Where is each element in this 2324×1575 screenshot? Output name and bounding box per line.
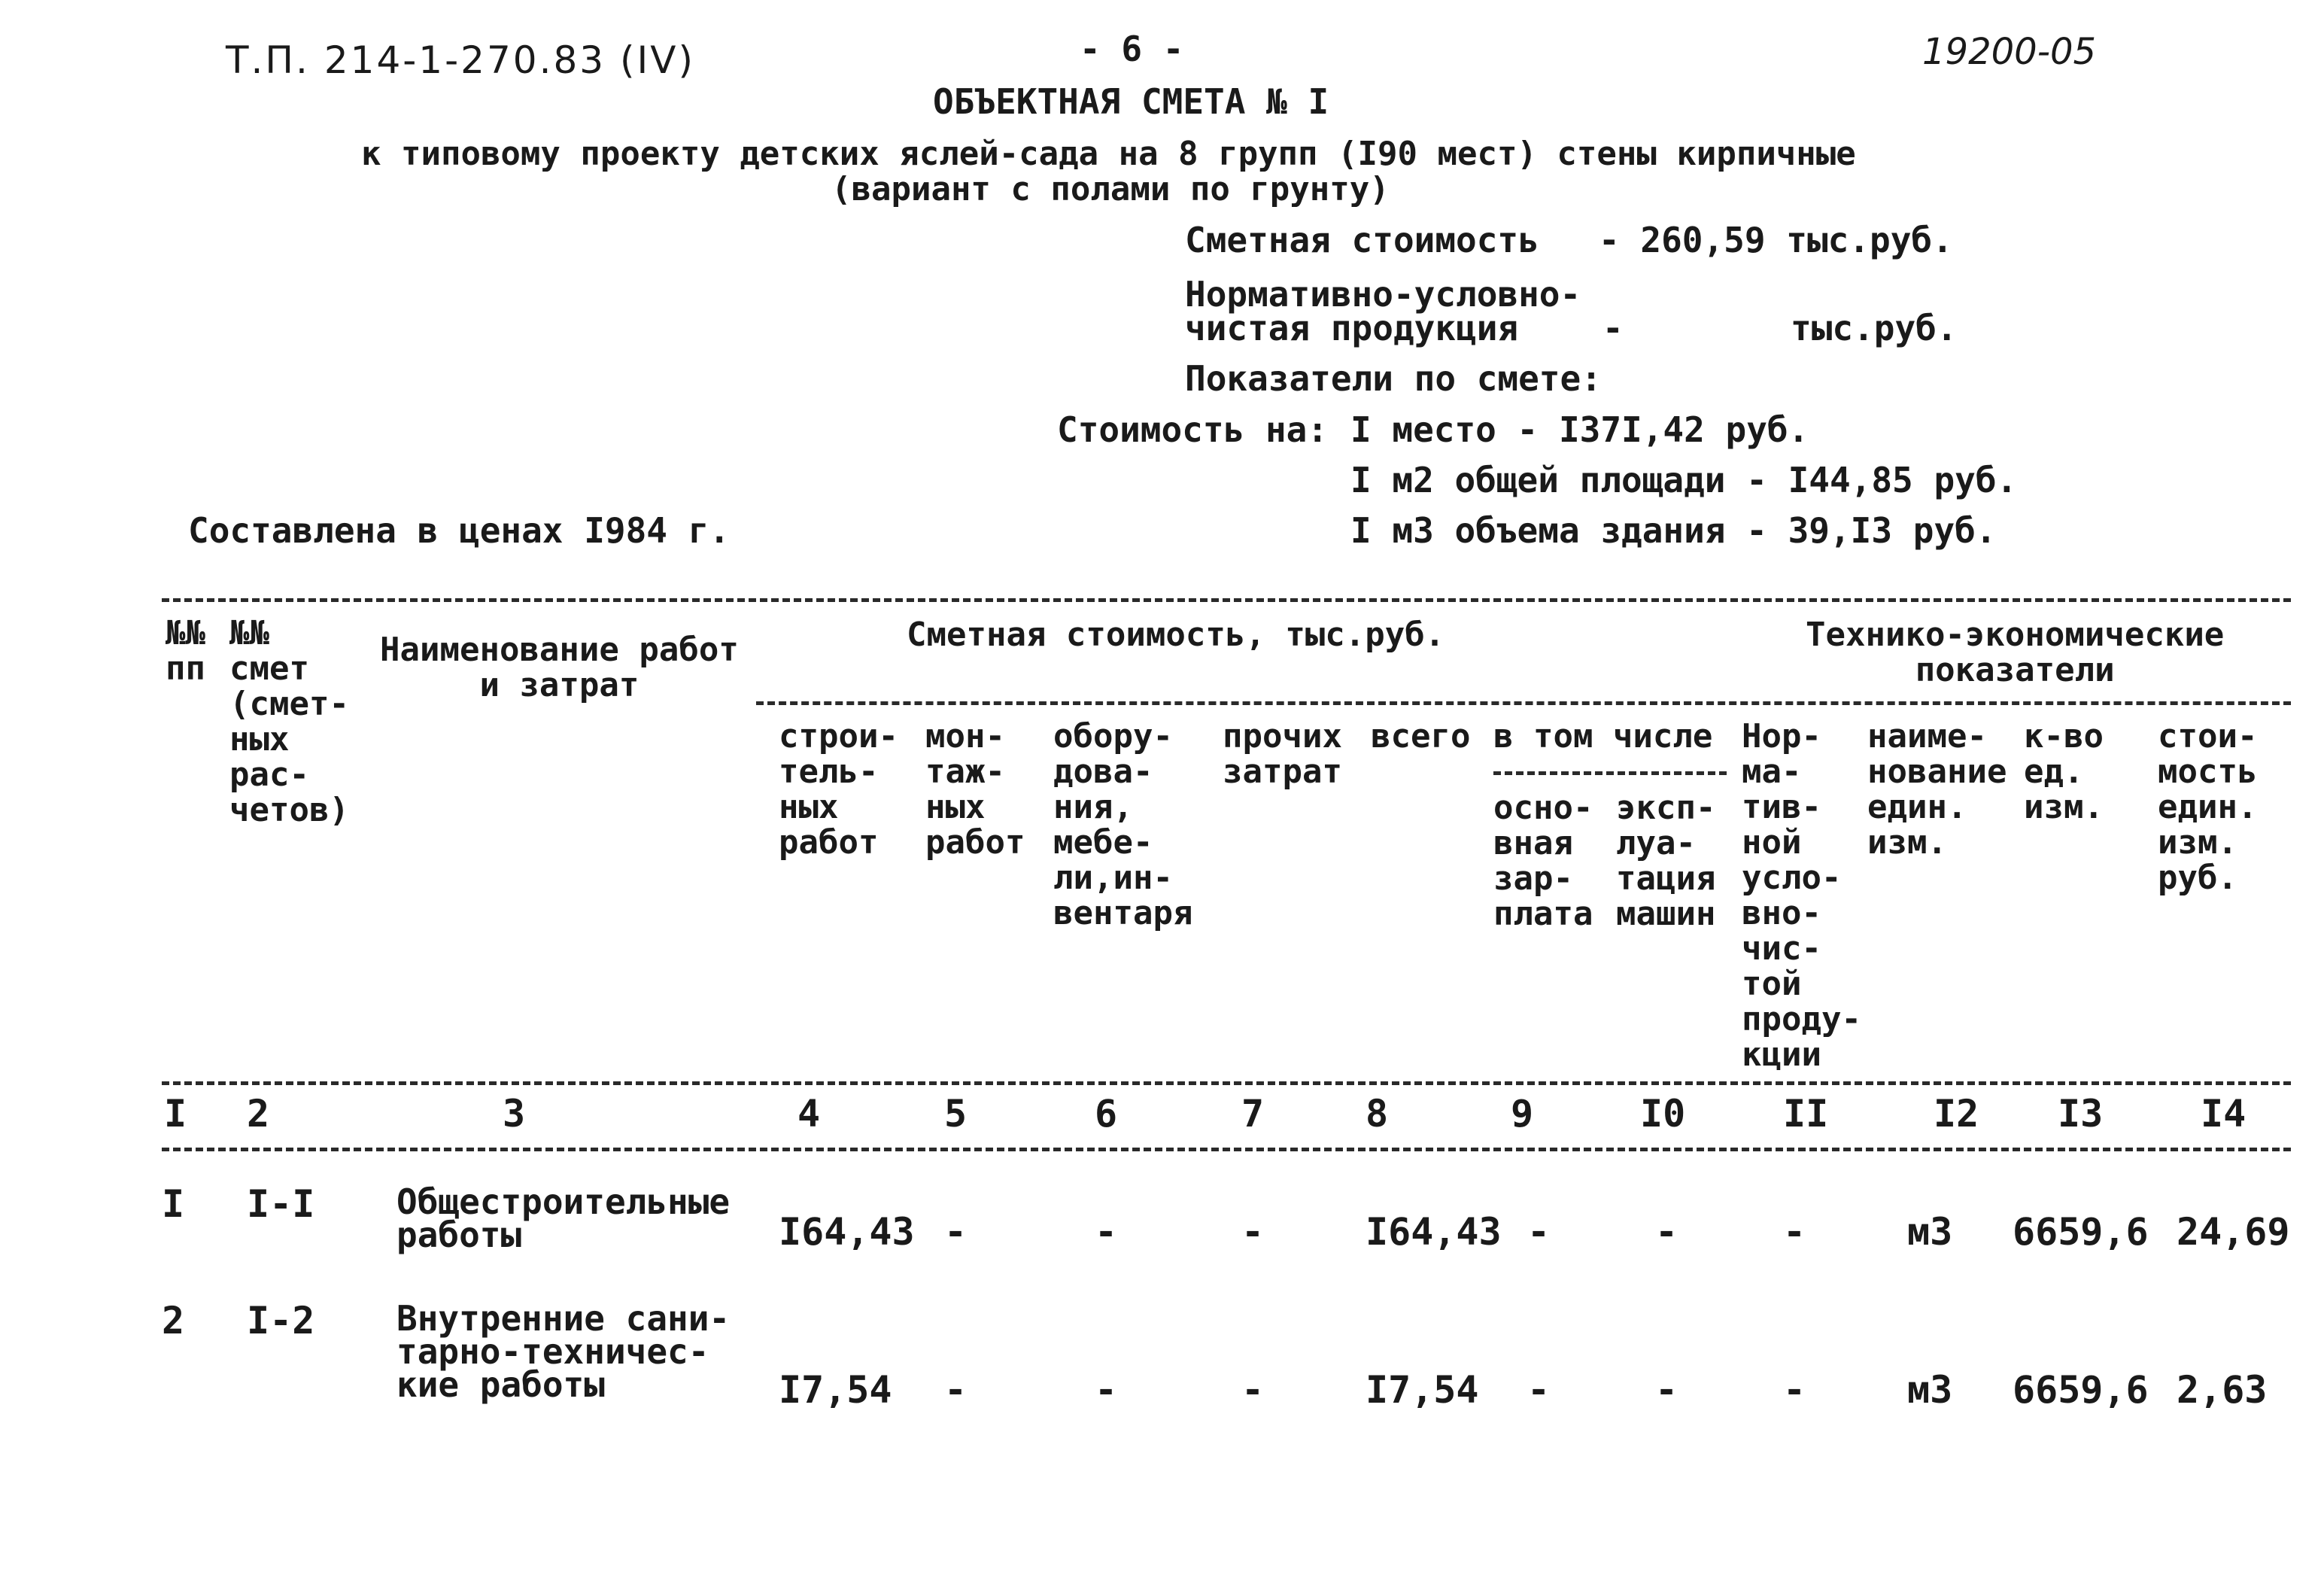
header-group-cost: Сметная стоимость, тыс.руб. [907,616,1445,654]
row-2-qty: 6659,6 [2013,1368,2149,1412]
doc-code: Т.П. 214-1-270.83 (IV) [226,38,695,82]
row-2-installation: - [944,1368,968,1412]
row-2-total: I7,54 [1366,1368,1479,1412]
row-1-unit-cost: 24,69 [2177,1210,2290,1254]
nup-label-2: чистая продукция [1185,308,1519,348]
cost-per-m3: I м3 объема здания - 39,I3 руб. [1350,510,1997,551]
column-number: 5 [944,1092,968,1136]
row-2-machines: - [1655,1368,1678,1412]
row-1-unit: м3 [1907,1210,1953,1254]
row-1-name: Общестроительные работы [396,1181,731,1255]
row-2-construction: I7,54 [779,1368,892,1412]
header-col-13: к-во ед. изм. [2024,717,2104,826]
header-col-12: наиме- нование един. изм. [1867,717,2007,862]
row-2-salary: - [1527,1368,1551,1412]
incl-header-rule [1493,771,1727,775]
archive-number: 19200-05 [1922,31,2097,73]
row-2-unit-cost: 2,63 [2177,1368,2268,1412]
row-2-equipment: - [1095,1368,1118,1412]
document-title: ОБЪЕКТНАЯ СМЕТА № I [933,81,1329,122]
row-1-total: I64,43 [1366,1210,1502,1254]
prices-note: Составлена в ценах I984 г. [188,510,731,551]
column-number: 7 [1241,1092,1265,1136]
nup-dash: - [1602,308,1624,348]
row-1-num: I [162,1182,185,1226]
column-number: II [1783,1092,1829,1136]
column-number: I0 [1640,1092,1686,1136]
cost-per-label: Стоимость на: [1057,409,1329,450]
subtitle-line-2: (вариант с полами по грунту) [831,170,1390,208]
subtitle-line-1: к типовому проекту детских яслей-сада на 8 групп (I90 мест) стены кирпичные [361,135,1856,173]
header-col-10: эксп- луа- тация машин [1616,789,1716,933]
column-number: I3 [2058,1092,2104,1136]
cost-per-place: I место - I37I,42 руб. [1350,409,1809,450]
header-group-tech: Технико-экономические показатели [1806,616,2225,689]
row-1-installation: - [944,1210,968,1254]
row-1-construction: I64,43 [779,1210,915,1254]
column-number: I2 [1934,1092,1979,1136]
column-number: 2 [247,1092,270,1136]
row-1-other: - [1241,1210,1265,1254]
header-col-9: осно- вная зар- плата [1493,789,1593,933]
row-1-qty: 6659,6 [2013,1210,2149,1254]
column-number: 3 [503,1092,526,1136]
nup-unit: тыс.руб. [1791,308,1958,348]
header-col-7: прочих затрат [1223,717,1342,791]
row-2-name: Внутренние сани- тарно-техничес- кие работы [396,1298,731,1405]
column-number: 6 [1095,1092,1118,1136]
row-1-estimate: I-I [247,1182,315,1226]
column-number: 4 [797,1092,821,1136]
header-col-11: Нор- ма- тив- ной усло- вно- чис- той проду- кции [1742,717,1861,1074]
header-col-1: №№ пп [166,614,205,688]
column-number: I4 [2201,1092,2247,1136]
column-number: 9 [1511,1092,1534,1136]
header-col-4: строи- тель- ных работ [779,717,898,862]
row-2-unit: м3 [1907,1368,1953,1412]
table-top-rule [162,598,2291,602]
cost-value: - 260,59 тыс.руб. [1599,220,1953,260]
header-group-incl: в том числе [1493,717,1713,756]
column-numbers-rule [162,1148,2291,1151]
column-number: 8 [1366,1092,1389,1136]
cost-label: Сметная стоимость [1185,220,1539,260]
nup-label-1: Нормативно-условно- [1185,274,1581,315]
group-header-rule [756,701,2291,705]
row-1-nup: - [1783,1210,1806,1254]
header-col-14: стои- мость един. изм. руб. [2158,717,2258,897]
header-col-6: обору- дова- ния, мебе- ли,ин- вентаря [1053,717,1193,932]
cost-per-m2: I м2 общей площади - I44,85 руб. [1350,460,2018,500]
page-number: - 6 - [1080,29,1184,69]
row-2-estimate: I-2 [247,1299,315,1342]
header-col-5: мон- таж- ных работ [925,717,1025,862]
header-col-3: Наименование работ и затрат [380,631,739,704]
row-1-machines: - [1655,1210,1678,1254]
header-col-2: №№ смет (смет- ных рас- четов) [229,614,349,829]
row-1-salary: - [1527,1210,1551,1254]
row-1-equipment: - [1095,1210,1118,1254]
header-col-8: всего [1371,717,1471,756]
column-number: I [164,1092,187,1136]
header-bottom-rule [162,1081,2291,1085]
row-2-other: - [1241,1368,1265,1412]
row-2-nup: - [1783,1368,1806,1412]
indicators-label: Показатели по смете: [1185,358,1602,399]
row-2-num: 2 [162,1299,185,1342]
